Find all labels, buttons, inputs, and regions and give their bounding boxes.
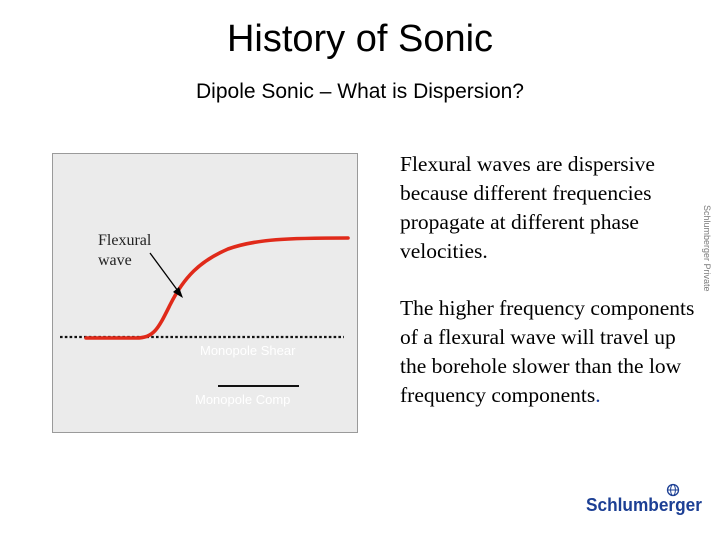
private-watermark: Schlumberger Private (702, 205, 712, 292)
dispersion-paragraph-text: Flexural waves are dispersive because different frequencies propagate at different phase velocities (400, 152, 655, 263)
slide-title: History of Sonic (226, 18, 494, 60)
dispersion-paragraph (400, 150, 705, 266)
diagram-panel (53, 154, 358, 433)
logo-wordmark: Schlumberger (586, 495, 702, 515)
logo-globe-icon (668, 485, 679, 496)
flexural-label-line1: Flexural (98, 232, 152, 249)
paragraph-period: . (482, 239, 488, 263)
dispersion-diagram (52, 153, 358, 433)
frequency-paragraph (400, 294, 705, 410)
flexural-label-line2: wave (98, 252, 132, 269)
slide-subtitle: Dipole Sonic – What is Dispersion? (196, 80, 524, 103)
monopole-comp-label: Monopole Comp (195, 392, 291, 407)
paragraph-period-accent: . (595, 383, 601, 407)
monopole-shear-label: Monopole Shear (200, 343, 296, 358)
frequency-paragraph-text: The higher frequency components of a flexural wave will travel up the borehole slower than the low frequency components (400, 296, 695, 407)
schlumberger-logo (584, 478, 706, 522)
